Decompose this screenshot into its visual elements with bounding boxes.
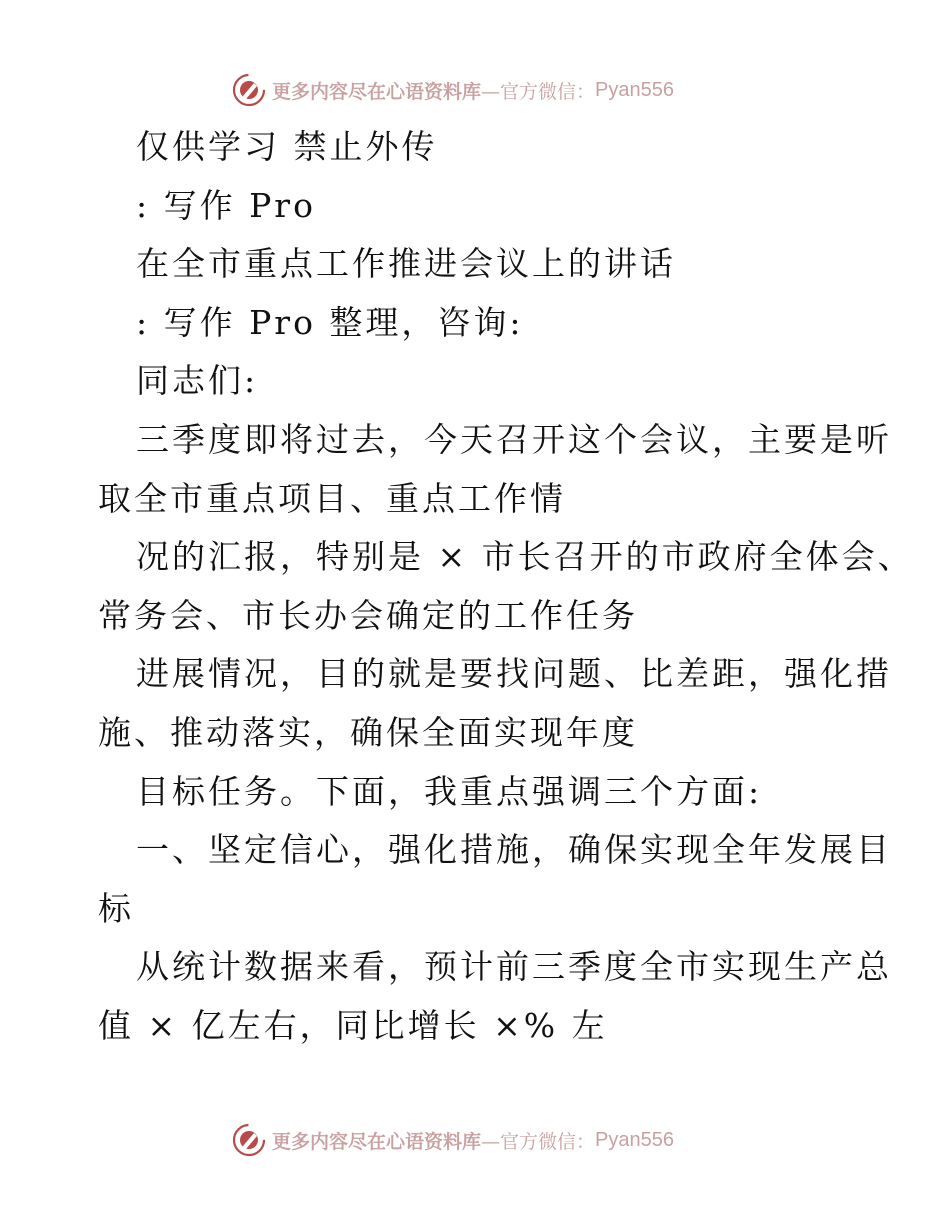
text-line: 施、推动落实，确保全面实现年度 [98, 712, 638, 752]
pen-logo-icon [232, 73, 266, 107]
wechat-id: Pyan556 [595, 1128, 674, 1151]
banner-suffix: —官方微信： [481, 80, 596, 103]
banner-suffix: —官方微信： [481, 1130, 596, 1153]
footer-banner [232, 1120, 674, 1160]
text-line: 仅供学习 禁止外传 [136, 127, 438, 166]
wechat-id: Pyan556 [595, 78, 674, 101]
text-line: 在全市重点工作推进会议上的讲话 [136, 244, 676, 284]
text-line: 一、坚定信心，强化措施，确保实现全年发展目 [136, 830, 892, 870]
banner-text: 更多内容尽在心语资料库 [272, 1130, 482, 1153]
text-line: 值 × 亿左右，同比增长 ×% 左 [98, 1005, 608, 1045]
text-line: 同志们: [136, 361, 259, 401]
text-line: : 写作 Pro 整理，咨询: [136, 302, 524, 342]
text-line: : 写作 Pro [136, 185, 316, 225]
header-banner [232, 70, 674, 110]
document-body [98, 118, 914, 1056]
text-line: 常务会、市长办会确定的工作任务 [98, 595, 638, 635]
text-line: 况的汇报，特别是 × 市长召开的市政府全体会、 [136, 537, 914, 577]
pen-logo-icon [232, 1123, 266, 1157]
text-line: 标 [98, 888, 134, 928]
text-line: 取全市重点项目、重点工作情 [98, 478, 566, 518]
text-line: 目标任务。下面，我重点强调三个方面: [136, 771, 763, 811]
text-line: 三季度即将过去，今天召开这个会议，主要是听 [136, 419, 892, 459]
text-line: 进展情况，目的就是要找问题、比差距，强化措 [136, 654, 892, 694]
text-line: 从统计数据来看，预计前三季度全市实现生产总 [136, 947, 892, 987]
banner-text: 更多内容尽在心语资料库 [272, 80, 482, 103]
